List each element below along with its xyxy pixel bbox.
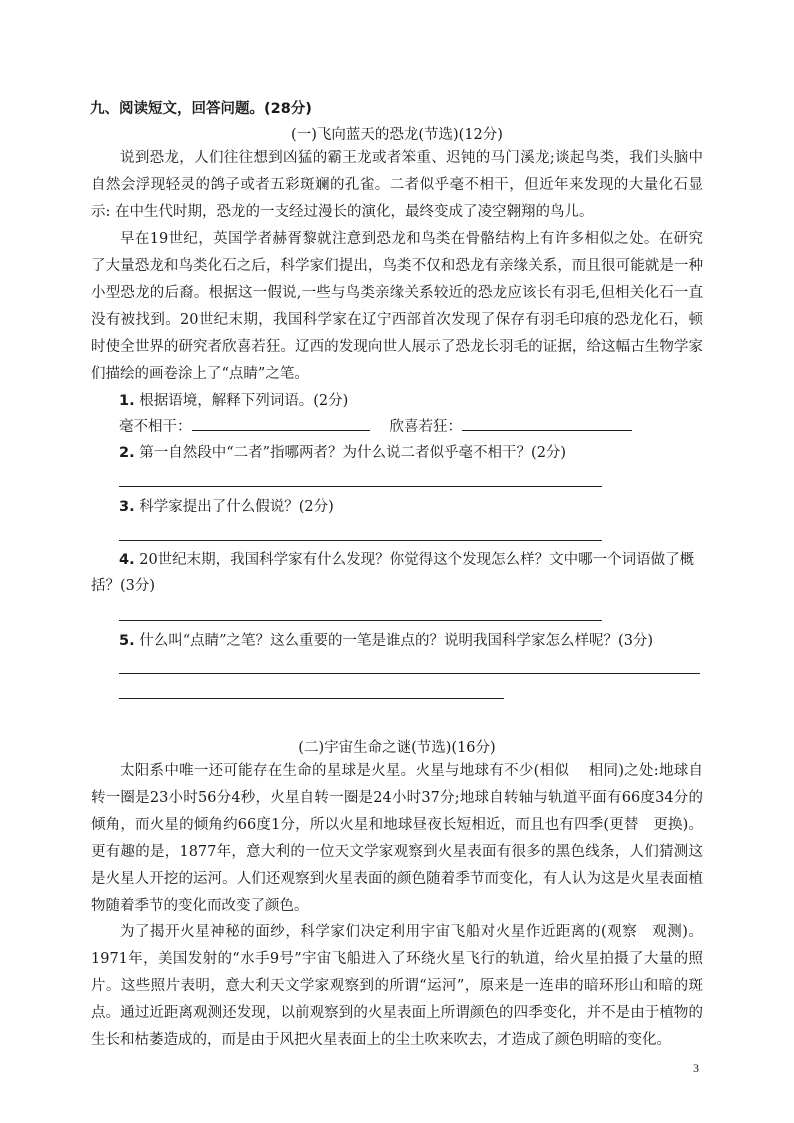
term-1-answer-blank[interactable] <box>192 430 370 431</box>
passage1-paragraph-1: 说到恐龙，人们往往想到凶猛的霸王龙或者笨重、迟钝的马门溪龙;谈起鸟类，我们头脑中自然会浮现轻灵的鸽子或者五彩斑斓的孔雀。二者似乎毫不相干，但近年来发现的大量化石显示: 在中生代时期，恐龙的一支经过漫长的演化，最终变成了凌空翱翔的鸟儿。 <box>91 150 703 220</box>
question-4-answer-line[interactable] <box>119 620 602 621</box>
question-5-text: 什么叫“点睛”之笔？这么重要的一笔是谁点的？说明我国科学家怎么样呢？(3分) <box>134 633 654 649</box>
passage2-paragraph-2: 为了揭开火星神秘的面纱，科学家们决定利用宇宙飞船对火星作近距离的(观察 观测)。1971年，美国发射的“水手9号”宇宙飞船进入了环绕火星飞行的轨道，给火星拍摄了大量的照片。这些照片表明，意大利天文学家观察到的所谓“运河”，原来是一连串的暗环形山和暗的斑点。通过近距离观测还发现，以前观察到的火星表面上所谓颜色的四季变化，并不是由于植物的生长和枯萎造成的，而是由于风把火星表面上的尘土吹来吹去，才造成了颜色明暗的变化。 <box>91 924 703 1048</box>
question-5-number: 5. <box>119 633 135 649</box>
question-2-number: 2. <box>119 445 135 461</box>
question-1 <box>119 388 704 414</box>
passage2-paragraph-1: 太阳系中唯一还可能存在生命的星球是火星。火星与地球有不少(相似 相同)之处:地球自转一圈是23小时56分4秒，火星自转一圈是24小时37分;地球自转轴与轨道平面有66度34分的倾角，而火星的倾角约66度1分，所以火星和地球昼夜长短相近，而且也有四季(更替 更换)。更有趣的是，1877年，意大利的一位天文学家观察到火星表面有很多的黑色线条，人们猜测这是火星人开挖的运河。人们还观察到火星表面的颜色随着季节而变化，有人认为这是火星表面植物随着季节的变化而改变了颜色。 <box>91 763 703 914</box>
term-2-answer-blank[interactable] <box>462 430 632 431</box>
question-3-number: 3. <box>119 499 135 515</box>
term-row <box>119 414 704 440</box>
question-3-text: 科学家提出了什么假说？(2分) <box>134 499 334 515</box>
term-1-label: 毫不相干： <box>119 419 192 435</box>
question-3 <box>119 494 704 520</box>
question-5-answer-line-2[interactable] <box>119 698 504 699</box>
question-1-number: 1. <box>119 393 135 409</box>
question-4-text: 20世纪末期，我国科学家有什么发现？你觉得这个发现怎么样？文中哪一个词语做了概括？(3分) <box>91 552 695 594</box>
question-2-text: 第一自然段中“二者”指哪两者？为什么说二者似乎毫不相干？(2分) <box>134 445 567 461</box>
question-5 <box>119 628 704 654</box>
page-number: 3 <box>693 1061 699 1075</box>
term-2-label: 欣喜若狂： <box>389 419 462 435</box>
question-5-answer-line-1[interactable] <box>119 673 700 674</box>
question-4-number: 4. <box>119 552 135 568</box>
passage1-title: (一)飞向蓝天的恐龙(节选)(12分) <box>291 127 503 143</box>
question-3-answer-line[interactable] <box>119 540 602 541</box>
question-4 <box>91 547 703 599</box>
question-2 <box>119 440 704 466</box>
passage1-paragraph-2: 早在19世纪，英国学者赫胥黎就注意到恐龙和鸟类在骨骼结构上有许多相似之处。在研究了大量恐龙和鸟类化石之后，科学家们提出，鸟类不仅和恐龙有亲缘关系，而且很可能就是一种小型恐龙的后裔。根据这一假说,一些与鸟类亲缘关系较近的恐龙应该长有羽毛,但相关化石一直没有被找到。20世纪末期，我国科学家在辽宁西部首次发现了保存有羽毛印痕的恐龙化石，顿时使全世界的研究者欣喜若狂。辽西的发现向世人展示了恐龙长羽毛的证据，给这幅古生物学家们描绘的画卷涂上了“点睛”之笔。 <box>91 231 703 382</box>
passage2-title: (二)宇宙生命之谜(节选)(16分) <box>298 740 496 756</box>
question-2-answer-line[interactable] <box>119 486 602 487</box>
question-1-text: 根据语境，解释下列词语。(2分) <box>134 393 349 409</box>
section-heading: 九、阅读短文，回答问题。(28分) <box>90 101 312 117</box>
